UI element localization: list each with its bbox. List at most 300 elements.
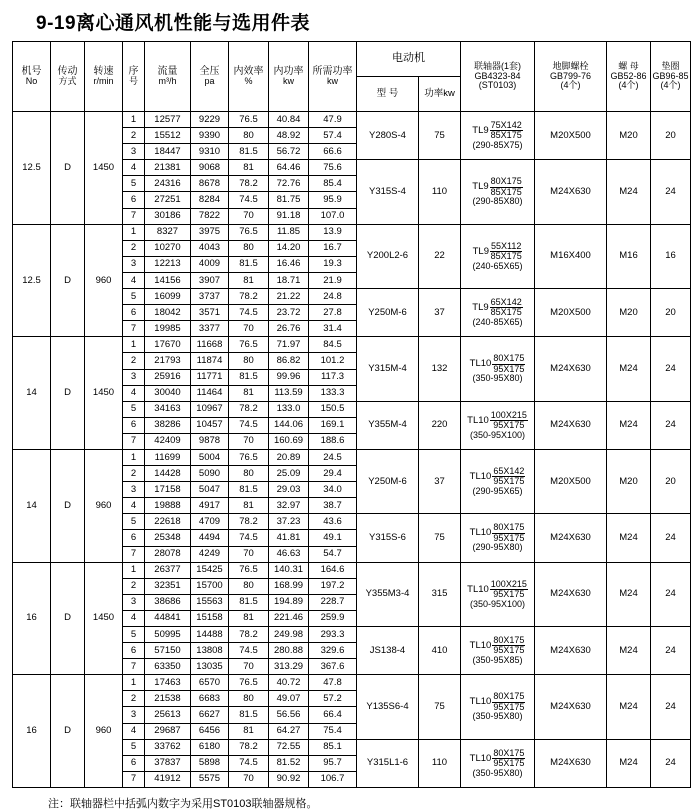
cell-inner: 56.72: [269, 144, 309, 160]
cell-eff: 80: [229, 128, 269, 144]
cell-washer: 24: [651, 514, 691, 562]
cell-req: 133.3: [309, 385, 357, 401]
th-required-power: 所需功率 kw: [309, 42, 357, 112]
cell-press: 3377: [191, 321, 229, 337]
table-row: [13, 562, 691, 578]
cell-inner: 49.07: [269, 691, 309, 707]
cell-coupling: TL10 80X175 95X175 (290-95X80): [461, 514, 535, 562]
th-seq: 序 号: [123, 42, 145, 112]
cell-motor-kw: 75: [419, 514, 461, 562]
cell-washer: 20: [651, 289, 691, 337]
cell-press: 7822: [191, 208, 229, 224]
cell-flow: 57150: [145, 643, 191, 659]
cell-flow: 50995: [145, 627, 191, 643]
cell-req: 259.9: [309, 610, 357, 626]
cell-press: 9390: [191, 128, 229, 144]
cell-motor-kw: 22: [419, 224, 461, 288]
cell-drive: D: [51, 675, 85, 788]
cell-seq: 6: [123, 305, 145, 321]
cell-motor-model: Y315S-6: [357, 514, 419, 562]
cell-flow: 18042: [145, 305, 191, 321]
cell-press: 6570: [191, 675, 229, 691]
cell-req: 49.1: [309, 530, 357, 546]
cell-foot-bolt: M24X630: [535, 739, 607, 787]
cell-req: 13.9: [309, 224, 357, 240]
cell-nut: M20: [607, 112, 651, 160]
cell-eff: 70: [229, 433, 269, 449]
cell-flow: 21381: [145, 160, 191, 176]
cell-eff: 74.5: [229, 755, 269, 771]
cell-flow: 38686: [145, 594, 191, 610]
cell-press: 14488: [191, 627, 229, 643]
cell-press: 9229: [191, 112, 229, 128]
cell-nut: M20: [607, 289, 651, 337]
cell-foot-bolt: M24X630: [535, 562, 607, 626]
header-row-1: [13, 42, 691, 77]
cell-foot-bolt: M24X630: [535, 160, 607, 224]
cell-flow: 19888: [145, 498, 191, 514]
cell-inner: 90.92: [269, 771, 309, 787]
cell-washer: 20: [651, 112, 691, 160]
cell-press: 6627: [191, 707, 229, 723]
cell-motor-model: Y135S6-4: [357, 675, 419, 739]
cell-drive: D: [51, 449, 85, 562]
cell-motor-kw: 410: [419, 627, 461, 675]
cell-seq: 1: [123, 112, 145, 128]
th-motor-kw: 功率kw: [419, 77, 461, 112]
cell-eff: 81.5: [229, 369, 269, 385]
cell-flow: 15512: [145, 128, 191, 144]
cell-motor-model: Y280S-4: [357, 112, 419, 160]
cell-seq: 2: [123, 466, 145, 482]
cell-flow: 11699: [145, 449, 191, 465]
cell-inner: 16.46: [269, 256, 309, 272]
cell-foot-bolt: M24X630: [535, 675, 607, 739]
cell-flow: 30186: [145, 208, 191, 224]
th-nut: 螺 母 GB52-86 (4个): [607, 42, 651, 112]
cell-req: 75.6: [309, 160, 357, 176]
cell-eff: 81: [229, 160, 269, 176]
cell-seq: 6: [123, 643, 145, 659]
cell-seq: 6: [123, 192, 145, 208]
cell-press: 11771: [191, 369, 229, 385]
cell-req: 95.9: [309, 192, 357, 208]
cell-req: 27.8: [309, 305, 357, 321]
cell-press: 3975: [191, 224, 229, 240]
cell-seq: 1: [123, 337, 145, 353]
cell-inner: 194.89: [269, 594, 309, 610]
cell-eff: 81.5: [229, 707, 269, 723]
cell-press: 8678: [191, 176, 229, 192]
cell-motor-model: Y250M-6: [357, 449, 419, 513]
cell-washer: 24: [651, 160, 691, 224]
cell-inner: 249.98: [269, 627, 309, 643]
cell-foot-bolt: M24X630: [535, 401, 607, 449]
cell-req: 106.7: [309, 771, 357, 787]
th-washer: 垫圈 GB96-85 (4个): [651, 42, 691, 112]
cell-motor-kw: 110: [419, 160, 461, 224]
cell-inner: 11.85: [269, 224, 309, 240]
cell-req: 293.3: [309, 627, 357, 643]
cell-flow: 26377: [145, 562, 191, 578]
cell-req: 47.8: [309, 675, 357, 691]
cell-inner: 48.92: [269, 128, 309, 144]
cell-eff: 70: [229, 321, 269, 337]
cell-req: 164.6: [309, 562, 357, 578]
cell-press: 5004: [191, 449, 229, 465]
cell-eff: 74.5: [229, 643, 269, 659]
cell-flow: 42409: [145, 433, 191, 449]
cell-eff: 76.5: [229, 449, 269, 465]
cell-inner: 20.89: [269, 449, 309, 465]
cell-req: 101.2: [309, 353, 357, 369]
cell-flow: 16099: [145, 289, 191, 305]
cell-req: 367.6: [309, 659, 357, 675]
cell-req: 150.5: [309, 401, 357, 417]
cell-seq: 5: [123, 176, 145, 192]
cell-drive: D: [51, 112, 85, 225]
cell-motor-model: Y315M-4: [357, 337, 419, 401]
table-row: [13, 224, 691, 240]
cell-eff: 81: [229, 498, 269, 514]
cell-req: 329.6: [309, 643, 357, 659]
cell-press: 4043: [191, 240, 229, 256]
cell-req: 75.4: [309, 723, 357, 739]
cell-eff: 78.2: [229, 289, 269, 305]
performance-table: [12, 41, 691, 788]
cell-seq: 4: [123, 610, 145, 626]
cell-coupling: TL9 75X142 85X175 (290-85X75): [461, 112, 535, 160]
cell-eff: 70: [229, 208, 269, 224]
page-title: 9-19离心通风机性能与选用件表: [36, 13, 311, 34]
cell-flow: 30040: [145, 385, 191, 401]
cell-motor-model: Y315S-4: [357, 160, 419, 224]
cell-flow: 44841: [145, 610, 191, 626]
cell-no: 16: [13, 562, 51, 675]
cell-req: 57.4: [309, 128, 357, 144]
cell-seq: 5: [123, 401, 145, 417]
cell-inner: 26.76: [269, 321, 309, 337]
cell-seq: 7: [123, 433, 145, 449]
cell-flow: 37837: [145, 755, 191, 771]
cell-eff: 70: [229, 771, 269, 787]
cell-eff: 80: [229, 240, 269, 256]
cell-inner: 40.72: [269, 675, 309, 691]
cell-seq: 5: [123, 739, 145, 755]
cell-seq: 2: [123, 128, 145, 144]
cell-coupling: TL10 65X142 95X175 (290-95X65): [461, 449, 535, 513]
cell-press: 15700: [191, 578, 229, 594]
cell-flow: 38286: [145, 417, 191, 433]
table-row: [13, 449, 691, 465]
cell-inner: 72.76: [269, 176, 309, 192]
cell-seq: 5: [123, 627, 145, 643]
cell-motor-kw: 75: [419, 675, 461, 739]
cell-motor-kw: 132: [419, 337, 461, 401]
cell-eff: 74.5: [229, 192, 269, 208]
cell-seq: 1: [123, 449, 145, 465]
cell-eff: 81.5: [229, 144, 269, 160]
cell-inner: 91.18: [269, 208, 309, 224]
cell-flow: 8327: [145, 224, 191, 240]
cell-eff: 78.2: [229, 176, 269, 192]
cell-flow: 19985: [145, 321, 191, 337]
cell-press: 5575: [191, 771, 229, 787]
cell-eff: 80: [229, 353, 269, 369]
th-drive: 传动 方式: [51, 42, 85, 112]
cell-drive: D: [51, 562, 85, 675]
cell-press: 4009: [191, 256, 229, 272]
cell-inner: 313.29: [269, 659, 309, 675]
cell-eff: 74.5: [229, 305, 269, 321]
cell-coupling: TL9 55X112 85X175 (240-65X65): [461, 224, 535, 288]
cell-req: 107.0: [309, 208, 357, 224]
cell-nut: M24: [607, 401, 651, 449]
cell-seq: 7: [123, 546, 145, 562]
cell-press: 4494: [191, 530, 229, 546]
cell-eff: 81: [229, 272, 269, 288]
cell-eff: 78.2: [229, 514, 269, 530]
cell-inner: 21.22: [269, 289, 309, 305]
cell-press: 11464: [191, 385, 229, 401]
cell-req: 197.2: [309, 578, 357, 594]
cell-nut: M24: [607, 160, 651, 224]
cell-seq: 2: [123, 691, 145, 707]
cell-motor-model: JS138-4: [357, 627, 419, 675]
cell-press: 5090: [191, 466, 229, 482]
cell-inner: 168.99: [269, 578, 309, 594]
cell-flow: 21538: [145, 691, 191, 707]
cell-seq: 2: [123, 240, 145, 256]
cell-inner: 144.06: [269, 417, 309, 433]
cell-drive: D: [51, 224, 85, 337]
cell-seq: 4: [123, 160, 145, 176]
table-row: [13, 675, 691, 691]
cell-eff: 78.2: [229, 739, 269, 755]
cell-eff: 81: [229, 610, 269, 626]
cell-eff: 81.5: [229, 482, 269, 498]
cell-inner: 71.97: [269, 337, 309, 353]
cell-eff: 80: [229, 466, 269, 482]
th-inner-power: 内功率 kw: [269, 42, 309, 112]
cell-seq: 3: [123, 144, 145, 160]
cell-washer: 24: [651, 337, 691, 401]
cell-coupling: TL10 100X215 95X175 (350-95X100): [461, 562, 535, 626]
cell-seq: 6: [123, 530, 145, 546]
cell-press: 15158: [191, 610, 229, 626]
cell-req: 29.4: [309, 466, 357, 482]
table-header: [13, 42, 691, 112]
cell-inner: 160.69: [269, 433, 309, 449]
cell-flow: 12213: [145, 256, 191, 272]
cell-nut: M20: [607, 449, 651, 513]
cell-press: 11874: [191, 353, 229, 369]
cell-washer: 16: [651, 224, 691, 288]
cell-press: 11668: [191, 337, 229, 353]
cell-seq: 2: [123, 578, 145, 594]
cell-press: 9068: [191, 160, 229, 176]
cell-nut: M24: [607, 514, 651, 562]
cell-press: 3737: [191, 289, 229, 305]
cell-inner: 32.97: [269, 498, 309, 514]
table-row: [13, 112, 691, 128]
cell-no: 14: [13, 337, 51, 450]
cell-flow: 24316: [145, 176, 191, 192]
cell-coupling: TL10 80X175 95X175 (350-95X80): [461, 675, 535, 739]
cell-press: 8284: [191, 192, 229, 208]
th-motor: 电动机: [357, 42, 461, 77]
cell-eff: 78.2: [229, 627, 269, 643]
cell-nut: M24: [607, 675, 651, 739]
cell-seq: 7: [123, 321, 145, 337]
cell-req: 24.8: [309, 289, 357, 305]
cell-inner: 64.46: [269, 160, 309, 176]
cell-flow: 33762: [145, 739, 191, 755]
cell-flow: 28078: [145, 546, 191, 562]
cell-rpm: 1450: [85, 562, 123, 675]
cell-flow: 10270: [145, 240, 191, 256]
cell-req: 24.5: [309, 449, 357, 465]
cell-coupling: TL10 100X215 95X175 (350-95X100): [461, 401, 535, 449]
cell-press: 3907: [191, 272, 229, 288]
cell-nut: M24: [607, 739, 651, 787]
cell-coupling: TL9 65X142 85X175 (240-85X65): [461, 289, 535, 337]
cell-flow: 22618: [145, 514, 191, 530]
cell-inner: 86.82: [269, 353, 309, 369]
cell-inner: 14.20: [269, 240, 309, 256]
cell-motor-model: Y315L1-6: [357, 739, 419, 787]
cell-no: 12.5: [13, 224, 51, 337]
cell-req: 16.7: [309, 240, 357, 256]
cell-flow: 25916: [145, 369, 191, 385]
cell-seq: 5: [123, 289, 145, 305]
cell-nut: M24: [607, 562, 651, 626]
cell-req: 38.7: [309, 498, 357, 514]
cell-press: 13035: [191, 659, 229, 675]
cell-req: 66.6: [309, 144, 357, 160]
cell-rpm: 1450: [85, 337, 123, 450]
th-pressure: 全压 pa: [191, 42, 229, 112]
cell-drive: D: [51, 337, 85, 450]
cell-press: 9878: [191, 433, 229, 449]
cell-req: 21.9: [309, 272, 357, 288]
cell-eff: 76.5: [229, 337, 269, 353]
cell-flow: 21793: [145, 353, 191, 369]
cell-washer: 24: [651, 627, 691, 675]
cell-washer: 24: [651, 739, 691, 787]
cell-flow: 27251: [145, 192, 191, 208]
cell-flow: 25613: [145, 707, 191, 723]
cell-seq: 3: [123, 707, 145, 723]
cell-flow: 14428: [145, 466, 191, 482]
cell-coupling: TL10 80X175 95X175 (350-95X85): [461, 627, 535, 675]
cell-inner: 133.0: [269, 401, 309, 417]
cell-seq: 1: [123, 562, 145, 578]
cell-press: 3571: [191, 305, 229, 321]
cell-press: 5898: [191, 755, 229, 771]
table-row: [13, 337, 691, 353]
cell-seq: 4: [123, 385, 145, 401]
cell-inner: 56.56: [269, 707, 309, 723]
cell-eff: 81.5: [229, 256, 269, 272]
cell-req: 117.3: [309, 369, 357, 385]
cell-inner: 81.52: [269, 755, 309, 771]
cell-foot-bolt: M20X500: [535, 449, 607, 513]
cell-washer: 24: [651, 401, 691, 449]
cell-press: 6683: [191, 691, 229, 707]
cell-washer: 20: [651, 449, 691, 513]
cell-eff: 74.5: [229, 530, 269, 546]
cell-motor-model: Y355M3-4: [357, 562, 419, 626]
cell-coupling: TL10 80X175 95X175 (350-95X80): [461, 337, 535, 401]
cell-press: 10457: [191, 417, 229, 433]
cell-foot-bolt: M20X500: [535, 112, 607, 160]
cell-nut: M24: [607, 337, 651, 401]
cell-press: 6180: [191, 739, 229, 755]
cell-req: 188.6: [309, 433, 357, 449]
cell-inner: 280.88: [269, 643, 309, 659]
cell-seq: 6: [123, 417, 145, 433]
cell-rpm: 1450: [85, 112, 123, 225]
cell-no: 14: [13, 449, 51, 562]
th-motor-model: 型 号: [357, 77, 419, 112]
th-coupling: 联轴器(1套) GB4323-84 (ST0103): [461, 42, 535, 112]
cell-seq: 6: [123, 755, 145, 771]
cell-seq: 7: [123, 208, 145, 224]
cell-inner: 140.31: [269, 562, 309, 578]
cell-press: 10967: [191, 401, 229, 417]
cell-flow: 25348: [145, 530, 191, 546]
cell-inner: 64.27: [269, 723, 309, 739]
cell-req: 85.1: [309, 739, 357, 755]
cell-inner: 37.23: [269, 514, 309, 530]
cell-eff: 81: [229, 385, 269, 401]
cell-seq: 7: [123, 659, 145, 675]
cell-inner: 72.55: [269, 739, 309, 755]
cell-seq: 2: [123, 353, 145, 369]
cell-eff: 76.5: [229, 675, 269, 691]
cell-seq: 5: [123, 514, 145, 530]
cell-press: 4249: [191, 546, 229, 562]
cell-no: 12.5: [13, 112, 51, 225]
cell-coupling: TL10 80X175 95X175 (350-95X80): [461, 739, 535, 787]
cell-eff: 80: [229, 691, 269, 707]
cell-req: 31.4: [309, 321, 357, 337]
cell-press: 9310: [191, 144, 229, 160]
cell-seq: 3: [123, 369, 145, 385]
cell-foot-bolt: M20X500: [535, 289, 607, 337]
cell-req: 57.2: [309, 691, 357, 707]
cell-press: 13808: [191, 643, 229, 659]
cell-flow: 14156: [145, 272, 191, 288]
cell-press: 4709: [191, 514, 229, 530]
cell-eff: 80: [229, 578, 269, 594]
cell-foot-bolt: M24X630: [535, 337, 607, 401]
cell-seq: 1: [123, 675, 145, 691]
cell-seq: 4: [123, 723, 145, 739]
cell-seq: 3: [123, 256, 145, 272]
cell-flow: 18447: [145, 144, 191, 160]
cell-flow: 32351: [145, 578, 191, 594]
cell-flow: 17158: [145, 482, 191, 498]
cell-inner: 46.63: [269, 546, 309, 562]
cell-motor-model: Y250M-6: [357, 289, 419, 337]
cell-flow: 17670: [145, 337, 191, 353]
cell-req: 34.0: [309, 482, 357, 498]
cell-eff: 76.5: [229, 224, 269, 240]
cell-eff: 81.5: [229, 594, 269, 610]
cell-nut: M16: [607, 224, 651, 288]
